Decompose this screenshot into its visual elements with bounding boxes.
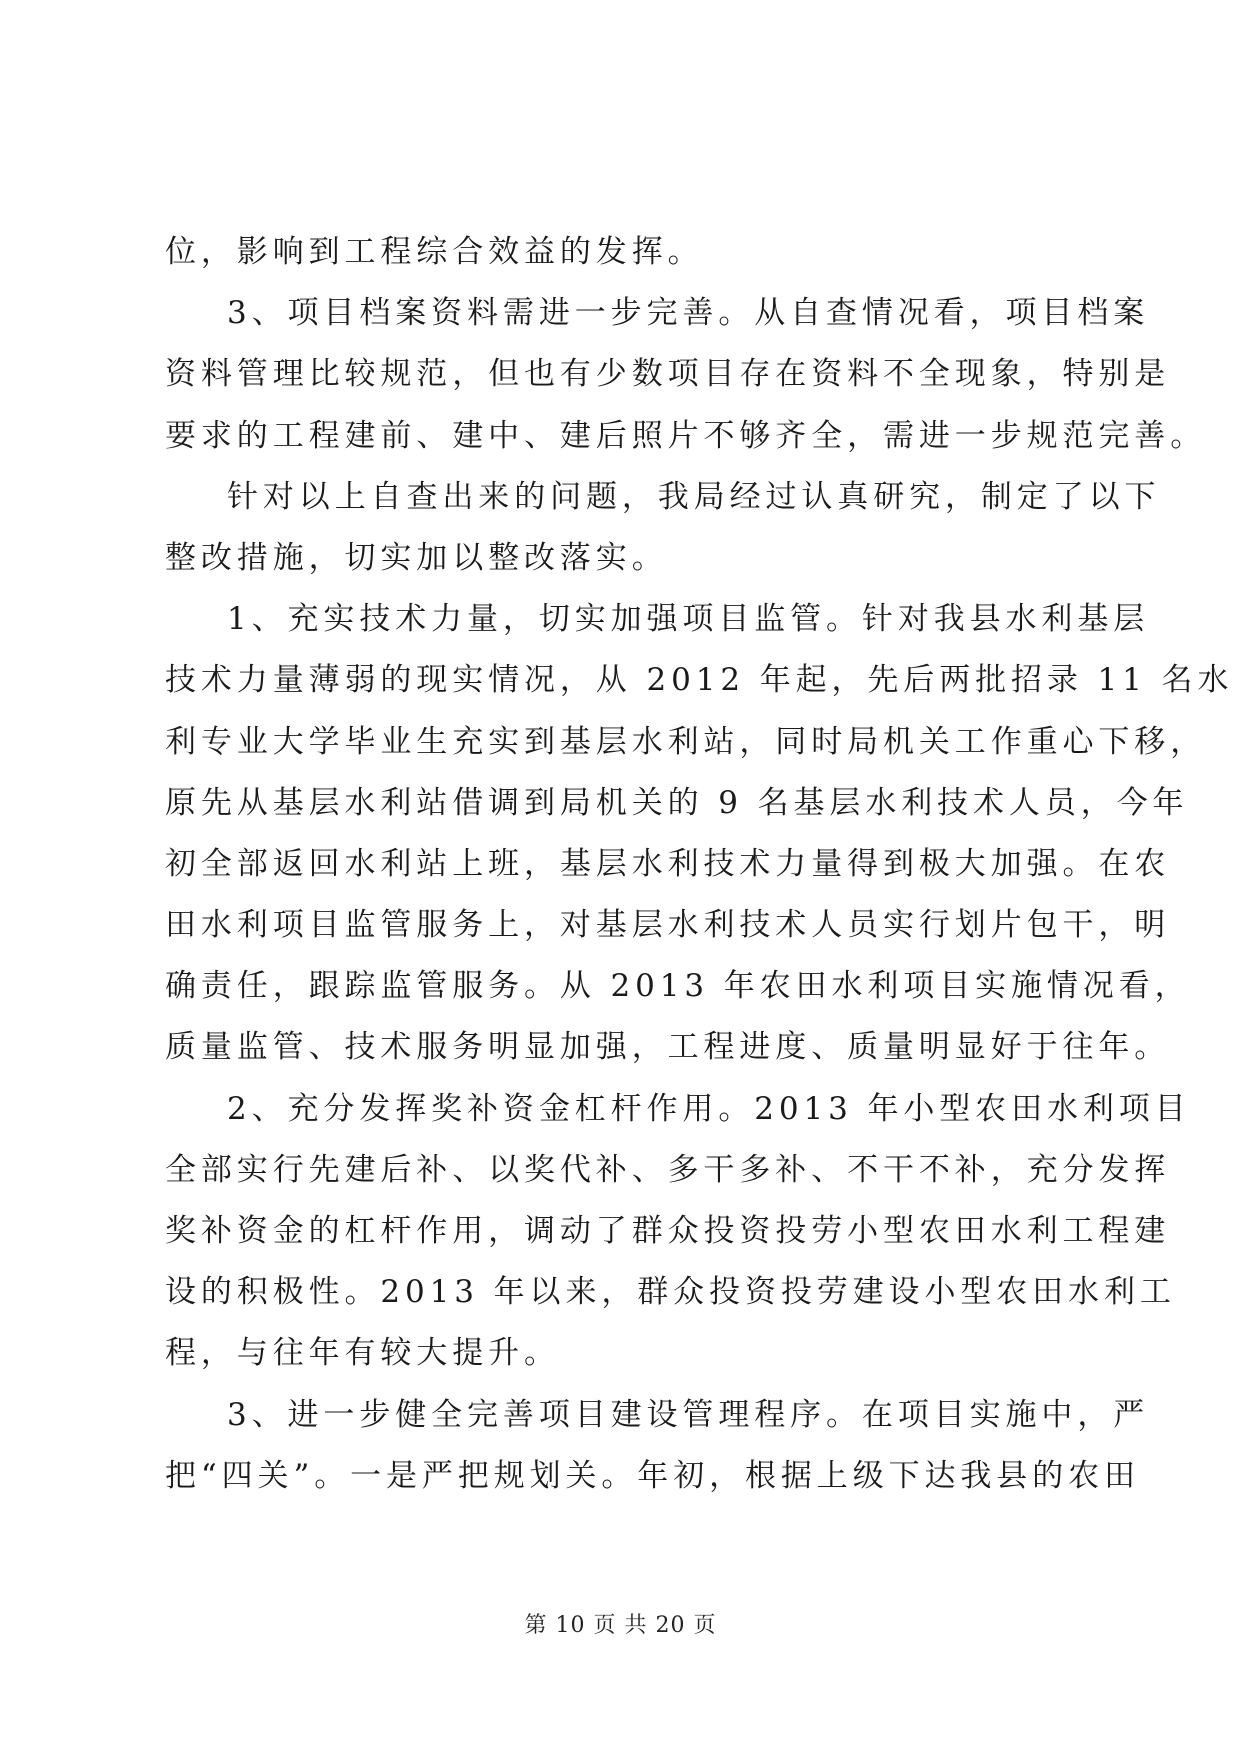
text-line: 奖补资金的杠杆作用，调动了群众投资投劳小型农田水利工程建 xyxy=(165,1213,1171,1249)
text-line: 原先从基层水利站借调到局机关的 9 名基层水利技术人员，今年 xyxy=(165,784,1189,821)
text-line: 全部实行先建后补、以奖代补、多干多补、不干不补，充分发挥 xyxy=(165,1151,1171,1188)
text-line: 确责任，跟踪监管服务。从 2013 年农田水利项目实施情况看， xyxy=(165,968,1191,1005)
text-line: 要求的工程建前、建中、建后照片不够齐全，需进一步规范完善。 xyxy=(165,417,1207,454)
text-line: 针对以上自查出来的问题，我局经过认真研究，制定了以下 xyxy=(227,478,1161,515)
page-number-footer: 第 10 页 共 20 页 xyxy=(524,1613,717,1638)
text-line: 资料管理比较规范，但也有少数项目存在资料不全现象，特别是 xyxy=(165,356,1171,393)
text-line: 设的积极性。2013 年以来，群众投资投劳建设小型农田水利工 xyxy=(165,1274,1176,1311)
text-line: 田水利项目监管服务上，对基层水利技术人员实行划片包干，明 xyxy=(165,907,1171,944)
text-line: 整改措施，切实加以整改落实。 xyxy=(165,539,668,576)
body-text xyxy=(165,222,1234,1507)
text-line: 技术力量薄弱的现实情况，从 2012 年起，先后两批招录 11 名水 xyxy=(165,662,1234,699)
text-line: 初全部返回水利站上班，基层水利技术力量得到极大加强。在农 xyxy=(165,845,1171,882)
text-line: 3、项目档案资料需进一步完善。从自查情况看，项目档案 xyxy=(227,295,1150,332)
text-line: 2、充分发挥奖补资金杠杆作用。2013 年小型农田水利项目 xyxy=(227,1090,1191,1127)
text-line: 质量监管、技术服务明显加强，工程进度、质量明显好于往年。 xyxy=(165,1029,1171,1066)
text-line: 位，影响到工程综合效益的发挥。 xyxy=(165,234,704,270)
text-line: 把“四关”。一是严把规划关。年初，根据上级下达我县的农田 xyxy=(165,1457,1140,1494)
text-line: 利专业大学毕业生充实到基层水利站，同时局机关工作重心下移， xyxy=(165,723,1207,760)
text-line: 程，与往年有较大提升。 xyxy=(165,1335,560,1372)
text-line: 1、充实技术力量，切实加强项目监管。针对我县水利基层 xyxy=(227,601,1150,638)
text-line: 3、进一步健全完善项目建设管理程序。在项目实施中，严 xyxy=(227,1396,1150,1433)
